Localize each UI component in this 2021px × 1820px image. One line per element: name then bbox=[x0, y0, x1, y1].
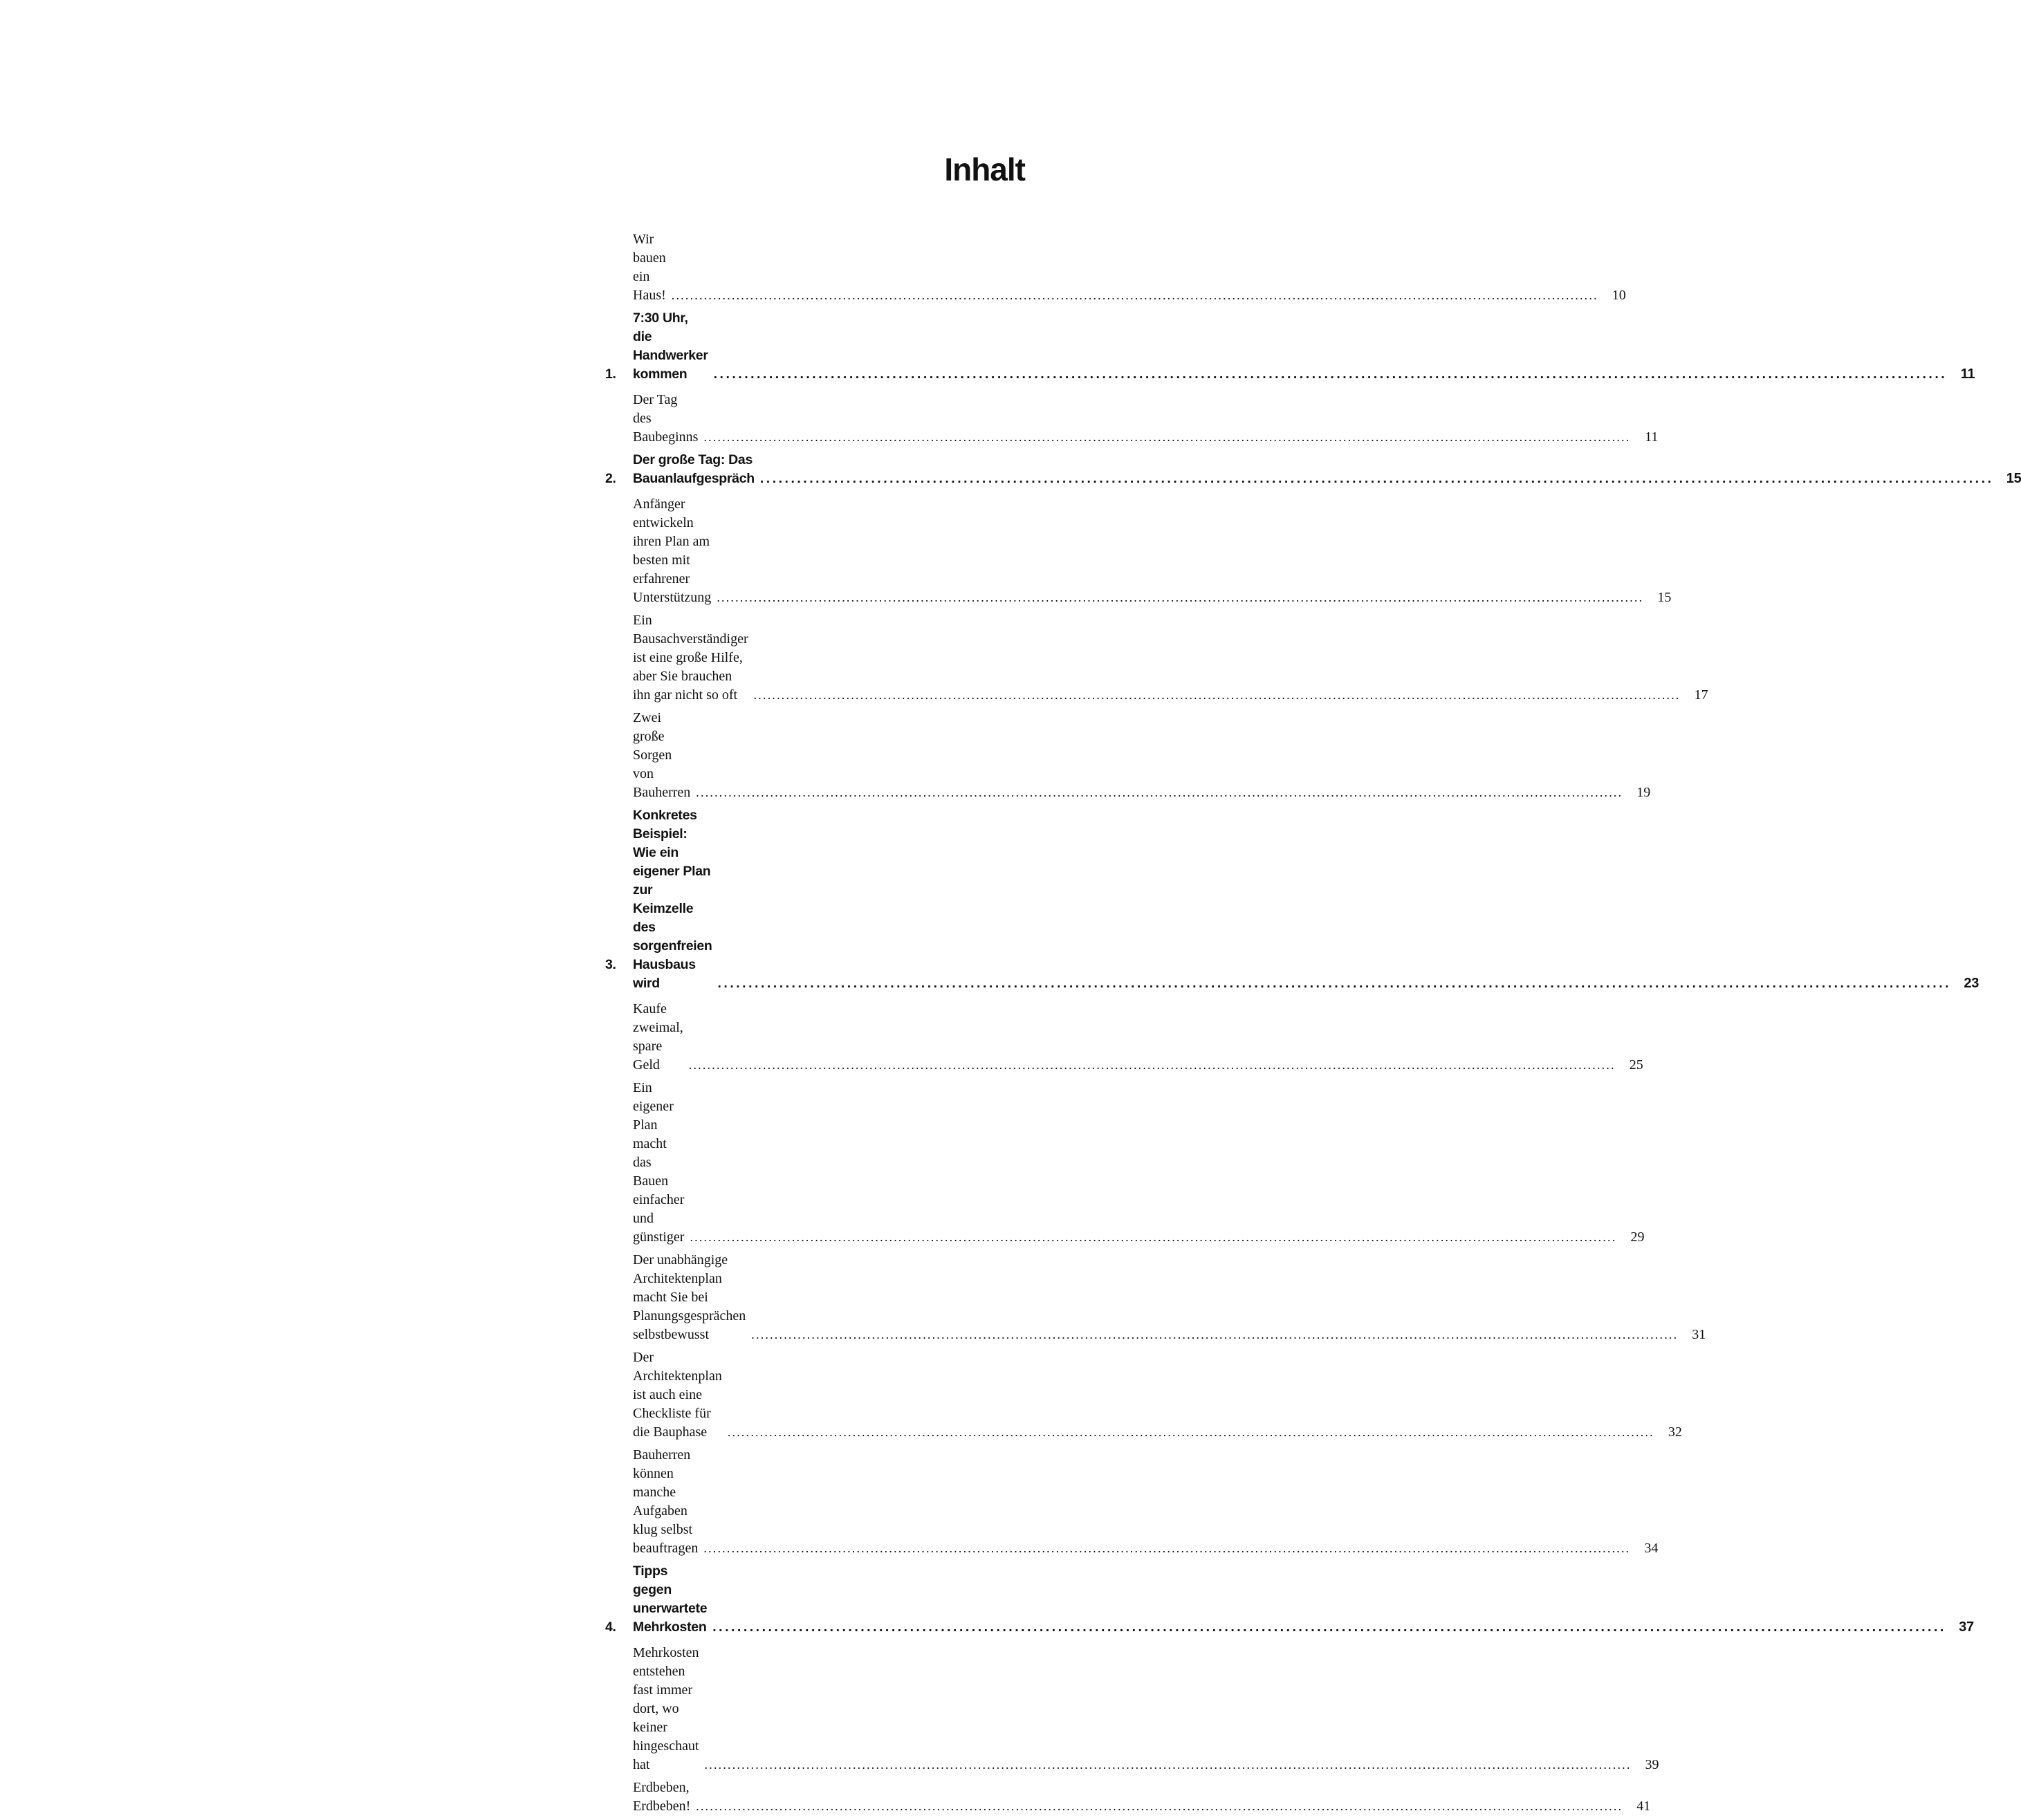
leader-dots: ........................................................................................................................................................................................................ bbox=[696, 1799, 1623, 1813]
leader-dots: ........................................................................................................................................................................................................ bbox=[727, 1425, 1654, 1439]
leader-dots: ........................................................................................................................................................................................................ bbox=[759, 471, 1994, 486]
toc-page-number: 29 bbox=[1630, 1229, 1645, 1245]
toc-section bbox=[605, 495, 1672, 607]
section-title: Ein eigener Plan macht das Bauen einfacher und günstiger bbox=[633, 1080, 685, 1245]
chapter-title: 7:30 Uhr, die Handwerker kommen bbox=[633, 310, 708, 382]
toc-page-number: 25 bbox=[1629, 1057, 1643, 1072]
chapter-number: 3. bbox=[605, 957, 616, 972]
toc-page-number: 39 bbox=[1645, 1757, 1659, 1772]
section-title: Mehrkosten entstehen fast immer dort, wo keiner hingeschaut hat bbox=[633, 1645, 699, 1772]
toc-page-number: 41 bbox=[1636, 1799, 1651, 1814]
page-title: Inhalt bbox=[944, 151, 1025, 187]
toc-page-number: 15 bbox=[2006, 471, 2021, 486]
toc-page-number: 32 bbox=[1668, 1424, 1682, 1440]
toc-page-number: 17 bbox=[1694, 687, 1708, 703]
toc-section bbox=[605, 1000, 1643, 1075]
chapter-title: Tipps gegen unerwartete Mehrkosten bbox=[633, 1563, 708, 1635]
toc-page-number: 19 bbox=[1636, 785, 1651, 800]
toc-page-number: 10 bbox=[1612, 288, 1626, 303]
leader-dots: ........................................................................................................................................................................................................ bbox=[753, 688, 1681, 702]
toc-page-number: 31 bbox=[1692, 1327, 1706, 1342]
toc-section bbox=[605, 611, 1708, 705]
toc-page-number: 11 bbox=[1960, 366, 1975, 382]
section-title: Kaufe zweimal, spare Geld bbox=[633, 1001, 683, 1072]
toc-section bbox=[605, 1446, 1659, 1558]
leader-dots: ........................................................................................................................................................................................................ bbox=[690, 1230, 1617, 1244]
section-title: Der Architektenplan ist auch eine Checkliste für die Bauphase bbox=[633, 1350, 722, 1440]
chapter-number: 4. bbox=[605, 1619, 616, 1635]
toc-section bbox=[605, 391, 1659, 447]
leader-dots: ........................................................................................................................................................................................................ bbox=[696, 786, 1623, 799]
chapter-number: 1. bbox=[605, 366, 616, 382]
section-title: Anfänger entwickeln ihren Plan am besten mit erfahrener Unterstützung bbox=[633, 496, 712, 605]
leader-dots: ........................................................................................................................................................................................................ bbox=[703, 1541, 1631, 1555]
leader-dots: ........................................................................................................................................................................................................ bbox=[717, 976, 1952, 991]
chapter-number: 2. bbox=[605, 471, 616, 486]
toc-section bbox=[605, 709, 1651, 802]
section-title: Erdbeben, Erdbeben! bbox=[633, 1780, 691, 1814]
toc-page-number: 23 bbox=[1964, 976, 1980, 991]
toc-section bbox=[605, 1644, 1659, 1774]
chapter-title: Der große Tag: Das Bauanlaufgespräch bbox=[633, 452, 755, 486]
toc-section bbox=[605, 1779, 1651, 1816]
leader-dots: ........................................................................................................................................................................................................ bbox=[704, 1758, 1632, 1772]
chapter-title: Konkretes Beispiel: Wie ein eigener Plan zur Keimzelle des sorgenfreien Hausbaus wird bbox=[633, 808, 712, 991]
toc-section bbox=[605, 1348, 1682, 1442]
toc-chapter-2 bbox=[605, 451, 2021, 488]
toc-page-number: 34 bbox=[1644, 1541, 1659, 1556]
toc-entry-title: Wir bauen ein Haus! bbox=[633, 232, 666, 303]
toc-chapter-1 bbox=[605, 309, 1975, 384]
leader-dots: ........................................................................................................................................................................................................ bbox=[688, 1058, 1616, 1072]
toc-entry-intro bbox=[605, 230, 1626, 305]
section-title: Der unabhängige Architektenplan macht Sie bei Planungsgesprächen selbstbewusst bbox=[633, 1252, 746, 1342]
leader-dots: ........................................................................................................................................................................................................ bbox=[751, 1328, 1679, 1341]
table-of-contents bbox=[605, 230, 2021, 1820]
toc-page-number: 37 bbox=[1959, 1619, 1974, 1635]
toc-chapter-4 bbox=[605, 1562, 1974, 1637]
leader-dots: ........................................................................................................................................................................................................ bbox=[671, 288, 1598, 302]
toc-page-number: 11 bbox=[1645, 429, 1659, 445]
section-title: Bauherren können manche Aufgaben klug selbst beauftragen bbox=[633, 1447, 699, 1556]
toc-page-number: 15 bbox=[1657, 590, 1672, 605]
toc-section bbox=[605, 1251, 1706, 1344]
section-title: Der Tag des Baubeginns bbox=[633, 392, 699, 445]
section-title: Zwei große Sorgen von Bauherren bbox=[633, 710, 691, 800]
leader-dots: ........................................................................................................................................................................................................ bbox=[703, 430, 1631, 444]
leader-dots: ........................................................................................................................................................................................................ bbox=[712, 1619, 1946, 1635]
leader-dots: ........................................................................................................................................................................................................ bbox=[717, 591, 1644, 604]
leader-dots: ........................................................................................................................................................................................................ bbox=[713, 366, 1948, 382]
toc-section bbox=[605, 1079, 1645, 1247]
section-title: Ein Bausachverständiger ist eine große Hilfe, aber Sie brauchen ihn gar nicht so oft bbox=[633, 613, 748, 703]
toc-chapter-3 bbox=[605, 806, 1980, 993]
